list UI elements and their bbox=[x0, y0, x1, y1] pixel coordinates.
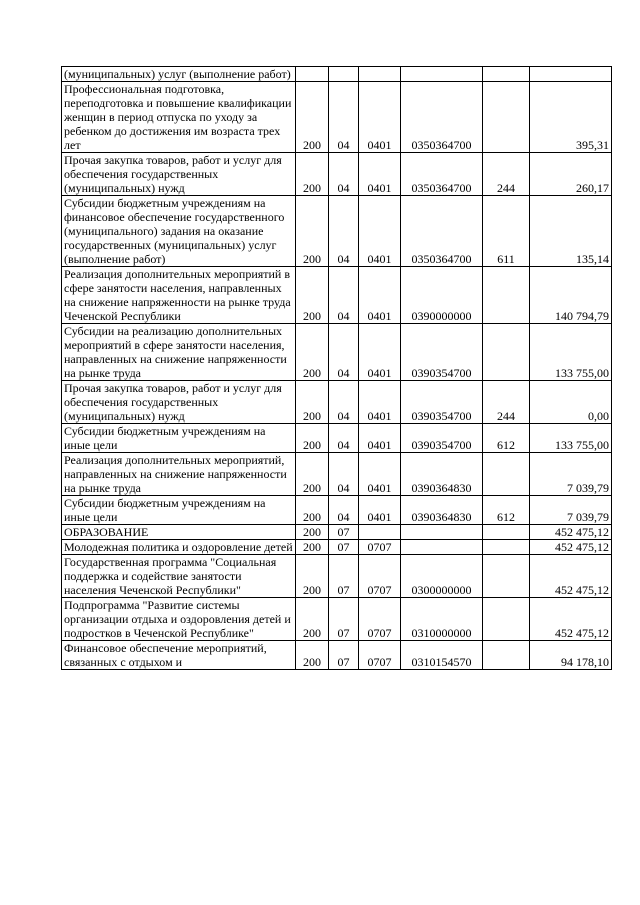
subsection-code-cell: 0401 bbox=[359, 267, 401, 324]
dept-code-cell: 200 bbox=[296, 555, 329, 598]
amount-cell: 0,00 bbox=[530, 381, 612, 424]
row-name-cell: Субсидии на реализацию дополнительных мероприятий в сфере занятости населения, направленных на снижение напряженности на рынке труда bbox=[62, 324, 296, 381]
target-article-cell: 0350364700 bbox=[401, 196, 483, 267]
amount-cell: 7 039,79 bbox=[530, 496, 612, 525]
target-article-cell: 0390354700 bbox=[401, 424, 483, 453]
subsection-code-cell: 0401 bbox=[359, 453, 401, 496]
table-row bbox=[62, 324, 612, 381]
subsection-code-cell bbox=[359, 67, 401, 82]
target-article-cell: 0310154570 bbox=[401, 641, 483, 670]
table-row bbox=[62, 555, 612, 598]
subsection-code-cell: 0707 bbox=[359, 540, 401, 555]
target-article-cell: 0390364830 bbox=[401, 453, 483, 496]
expense-type-cell bbox=[483, 641, 530, 670]
row-name-cell: Реализация дополнительных мероприятий в сфере занятости населения, направленных на снижение напряженности на рынке труда Чеченской Республики bbox=[62, 267, 296, 324]
table-row bbox=[62, 424, 612, 453]
subsection-code-cell bbox=[359, 525, 401, 540]
target-article-cell: 0350364700 bbox=[401, 82, 483, 153]
row-name-cell: Подпрограмма "Развитие системы организации отдыха и оздоровления детей и подростков в Чеченской Республике" bbox=[62, 598, 296, 641]
row-name-cell: Прочая закупка товаров, работ и услуг для обеспечения государственных (муниципальных) нужд bbox=[62, 381, 296, 424]
subsection-code-cell: 0401 bbox=[359, 196, 401, 267]
expense-type-cell: 244 bbox=[483, 153, 530, 196]
expense-type-cell bbox=[483, 324, 530, 381]
expense-type-cell bbox=[483, 598, 530, 641]
dept-code-cell: 200 bbox=[296, 540, 329, 555]
row-name-cell: ОБРАЗОВАНИЕ bbox=[62, 525, 296, 540]
section-code-cell: 04 bbox=[329, 153, 359, 196]
subsection-code-cell: 0707 bbox=[359, 555, 401, 598]
table-row bbox=[62, 641, 612, 670]
dept-code-cell: 200 bbox=[296, 324, 329, 381]
table-row bbox=[62, 496, 612, 525]
expense-type-cell: 612 bbox=[483, 424, 530, 453]
expense-type-cell: 612 bbox=[483, 496, 530, 525]
table-row bbox=[62, 598, 612, 641]
expense-type-cell bbox=[483, 525, 530, 540]
expense-type-cell bbox=[483, 82, 530, 153]
dept-code-cell: 200 bbox=[296, 82, 329, 153]
dept-code-cell: 200 bbox=[296, 525, 329, 540]
amount-cell: 452 475,12 bbox=[530, 555, 612, 598]
dept-code-cell bbox=[296, 67, 329, 82]
table-row bbox=[62, 196, 612, 267]
dept-code-cell: 200 bbox=[296, 641, 329, 670]
row-name-cell: Профессиональная подготовка, переподготовка и повышение квалификации женщин в период отпуска по уходу за ребенком до достижения им возраста трех лет bbox=[62, 82, 296, 153]
dept-code-cell: 200 bbox=[296, 267, 329, 324]
budget-table bbox=[61, 66, 612, 670]
dept-code-cell: 200 bbox=[296, 153, 329, 196]
section-code-cell: 04 bbox=[329, 267, 359, 324]
section-code-cell: 07 bbox=[329, 641, 359, 670]
target-article-cell: 0390000000 bbox=[401, 267, 483, 324]
expense-type-cell: 244 bbox=[483, 381, 530, 424]
target-article-cell bbox=[401, 540, 483, 555]
row-name-cell: Субсидии бюджетным учреждениям на иные цели bbox=[62, 496, 296, 525]
target-article-cell: 0300000000 bbox=[401, 555, 483, 598]
table-row bbox=[62, 381, 612, 424]
target-article-cell: 0310000000 bbox=[401, 598, 483, 641]
section-code-cell bbox=[329, 67, 359, 82]
table-row bbox=[62, 82, 612, 153]
target-article-cell bbox=[401, 525, 483, 540]
subsection-code-cell: 0707 bbox=[359, 598, 401, 641]
expense-type-cell bbox=[483, 555, 530, 598]
section-code-cell: 04 bbox=[329, 496, 359, 525]
section-code-cell: 04 bbox=[329, 196, 359, 267]
table-body bbox=[62, 67, 612, 670]
table-row bbox=[62, 453, 612, 496]
subsection-code-cell: 0401 bbox=[359, 82, 401, 153]
target-article-cell: 0390364830 bbox=[401, 496, 483, 525]
section-code-cell: 07 bbox=[329, 555, 359, 598]
section-code-cell: 07 bbox=[329, 598, 359, 641]
subsection-code-cell: 0401 bbox=[359, 324, 401, 381]
amount-cell: 133 755,00 bbox=[530, 324, 612, 381]
target-article-cell bbox=[401, 67, 483, 82]
dept-code-cell: 200 bbox=[296, 496, 329, 525]
row-name-cell: Прочая закупка товаров, работ и услуг для обеспечения государственных (муниципальных) нужд bbox=[62, 153, 296, 196]
section-code-cell: 04 bbox=[329, 324, 359, 381]
section-code-cell: 07 bbox=[329, 525, 359, 540]
expense-type-cell bbox=[483, 453, 530, 496]
section-code-cell: 04 bbox=[329, 453, 359, 496]
amount-cell: 94 178,10 bbox=[530, 641, 612, 670]
amount-cell: 140 794,79 bbox=[530, 267, 612, 324]
amount-cell bbox=[530, 67, 612, 82]
amount-cell: 452 475,12 bbox=[530, 525, 612, 540]
row-name-cell: Субсидии бюджетным учреждениям на иные цели bbox=[62, 424, 296, 453]
expense-type-cell bbox=[483, 267, 530, 324]
amount-cell: 395,31 bbox=[530, 82, 612, 153]
target-article-cell: 0390354700 bbox=[401, 324, 483, 381]
amount-cell: 7 039,79 bbox=[530, 453, 612, 496]
amount-cell: 133 755,00 bbox=[530, 424, 612, 453]
target-article-cell: 0350364700 bbox=[401, 153, 483, 196]
section-code-cell: 04 bbox=[329, 381, 359, 424]
expense-type-cell bbox=[483, 67, 530, 82]
table-row bbox=[62, 67, 612, 82]
section-code-cell: 07 bbox=[329, 540, 359, 555]
amount-cell: 452 475,12 bbox=[530, 540, 612, 555]
subsection-code-cell: 0401 bbox=[359, 153, 401, 196]
subsection-code-cell: 0707 bbox=[359, 641, 401, 670]
row-name-cell: Государственная программа "Социальная поддержка и содействие занятости населения Чеченской Республики" bbox=[62, 555, 296, 598]
dept-code-cell: 200 bbox=[296, 381, 329, 424]
section-code-cell: 04 bbox=[329, 424, 359, 453]
dept-code-cell: 200 bbox=[296, 598, 329, 641]
subsection-code-cell: 0401 bbox=[359, 496, 401, 525]
dept-code-cell: 200 bbox=[296, 453, 329, 496]
expense-type-cell: 611 bbox=[483, 196, 530, 267]
section-code-cell: 04 bbox=[329, 82, 359, 153]
subsection-code-cell: 0401 bbox=[359, 381, 401, 424]
expense-type-cell bbox=[483, 540, 530, 555]
dept-code-cell: 200 bbox=[296, 196, 329, 267]
row-name-cell: Молодежная политика и оздоровление детей bbox=[62, 540, 296, 555]
row-name-cell: Реализация дополнительных мероприятий, направленных на снижение напряженности на рынке труда bbox=[62, 453, 296, 496]
table-row bbox=[62, 153, 612, 196]
table-row bbox=[62, 267, 612, 324]
subsection-code-cell: 0401 bbox=[359, 424, 401, 453]
table-row bbox=[62, 540, 612, 555]
amount-cell: 452 475,12 bbox=[530, 598, 612, 641]
table-row bbox=[62, 525, 612, 540]
target-article-cell: 0390354700 bbox=[401, 381, 483, 424]
dept-code-cell: 200 bbox=[296, 424, 329, 453]
row-name-cell: Финансовое обеспечение мероприятий, связанных с отдыхом и bbox=[62, 641, 296, 670]
amount-cell: 260,17 bbox=[530, 153, 612, 196]
row-name-cell: Субсидии бюджетным учреждениям на финансовое обеспечение государственного (муниципального) задания на оказание государственных (муниципальных) услуг (выполнение работ) bbox=[62, 196, 296, 267]
amount-cell: 135,14 bbox=[530, 196, 612, 267]
row-name-cell: (муниципальных) услуг (выполнение работ) bbox=[62, 67, 296, 82]
